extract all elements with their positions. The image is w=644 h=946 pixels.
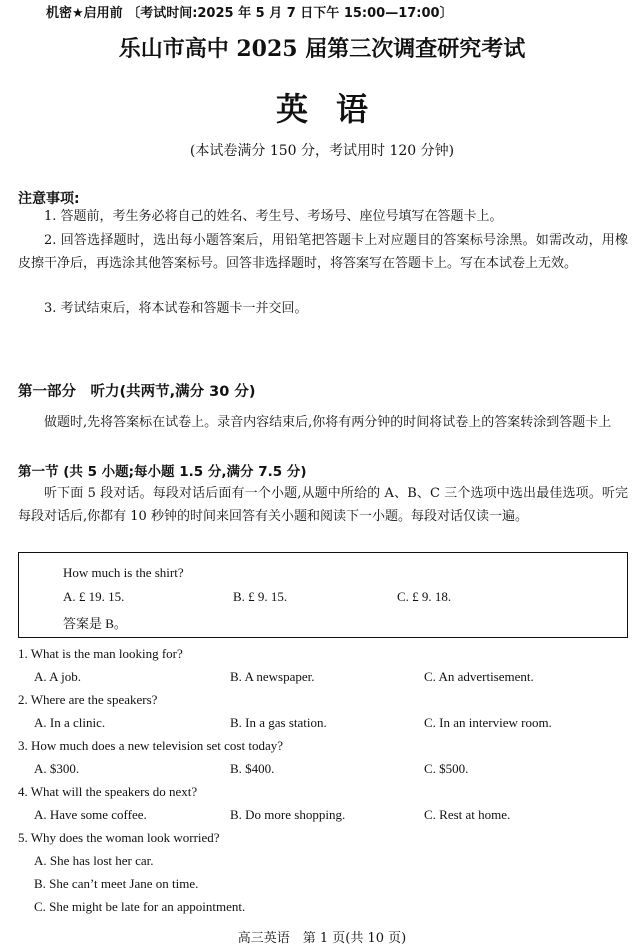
question-1-stem: 1. What is the man looking for? — [18, 646, 183, 661]
subject-title: 英语 — [275, 90, 396, 128]
example-answer: 答案是 B。 — [63, 616, 127, 631]
example-question: How much is the shirt? — [63, 565, 184, 580]
question-2-option-b: B. In a gas station. — [230, 715, 327, 730]
question-4-option-a: A. Have some coffee. — [34, 807, 147, 822]
question-2-stem: 2. Where are the speakers? — [18, 692, 158, 707]
exam-title: 乐山市高中 2025 届第三次调查研究考试 — [118, 36, 526, 62]
question-3-option-c: C. $500. — [424, 761, 469, 776]
question-2-option-a: A. In a clinic. — [34, 715, 106, 730]
section1-heading: 第一节 (共 5 小题;每小题 1.5 分,满分 7.5 分) — [18, 464, 307, 480]
question-1-option-a: A. A job. — [34, 669, 81, 684]
question-5-option-a: A. She has lost her car. — [34, 853, 154, 868]
exam-header — [46, 2, 453, 21]
example-option-b: B. £ 9. 15. — [233, 589, 288, 604]
question-4-option-c: C. Rest at home. — [424, 807, 511, 822]
example-option-a: A. £ 19. 15. — [63, 589, 125, 604]
notice-item-2: 2. 回答选择题时，选出每小题答案后，用铅笔把答题卡上对应题目的答案标号涂黑。如需改动，用橡皮擦干净后，再选涂其他答案标号。回答非选择题时，将答案写在答题卡上。写在本试卷上无效。 — [18, 233, 628, 271]
part1-intro: 做题时,先将答案标在试卷上。录音内容结束后,你将有两分钟的时间将试卷上的答案转涂到答题卡上 — [44, 415, 612, 430]
example-option-c: C. £ 9. 18. — [397, 589, 452, 604]
score-info: (本试卷满分 150 分，考试用时 120 分钟) — [189, 143, 455, 159]
question-1-option-c: C. An advertisement. — [424, 669, 534, 684]
question-5-stem: 5. Why does the woman look worried? — [18, 830, 220, 845]
question-3-option-a: A. $300. — [34, 761, 80, 776]
confidential-label: 机密★启用前 — [46, 6, 123, 21]
question-5-option-c: C. She might be late for an appointment. — [34, 899, 246, 914]
example-box — [18, 552, 628, 638]
notice-item-1: 1. 答题前，考生务必将自己的姓名、考生号、考场号、座位号填写在答题卡上。 — [44, 209, 503, 224]
notice-item-3: 3. 考试结束后，将本试卷和答题卡一并交回。 — [44, 301, 308, 316]
page-footer: 高三英语 第 1 页(共 10 页) — [237, 931, 407, 946]
question-3-option-b: B. $400. — [230, 761, 275, 776]
question-2-option-c: C. In an interview room. — [424, 715, 552, 730]
question-5-option-b: B. She can’t meet Jane on time. — [34, 876, 199, 891]
part1-heading: 第一部分 听力(共两节,满分 30 分) — [18, 384, 256, 400]
question-1-option-b: B. A newspaper. — [230, 669, 315, 684]
section1-intro: 听下面 5 段对话。每段对话后面有一个小题,从题中所给的 A、B、C 三个选项中选出最佳选项。听完每段对话后,你都有 10 秒钟的时间来回答有关小题和阅读下一小题。每段对话仅读一遍。 — [18, 486, 628, 524]
question-4-stem: 4. What will the speakers do next? — [18, 784, 198, 799]
question-3-stem: 3. How much does a new television set cost today? — [18, 738, 283, 753]
exam-time: 〔考试时间:2025 年 5 月 7 日下午 15:00—17:00〕 — [127, 6, 453, 21]
question-4-option-b: B. Do more shopping. — [230, 807, 346, 822]
notice-heading: 注意事项: — [18, 191, 80, 207]
